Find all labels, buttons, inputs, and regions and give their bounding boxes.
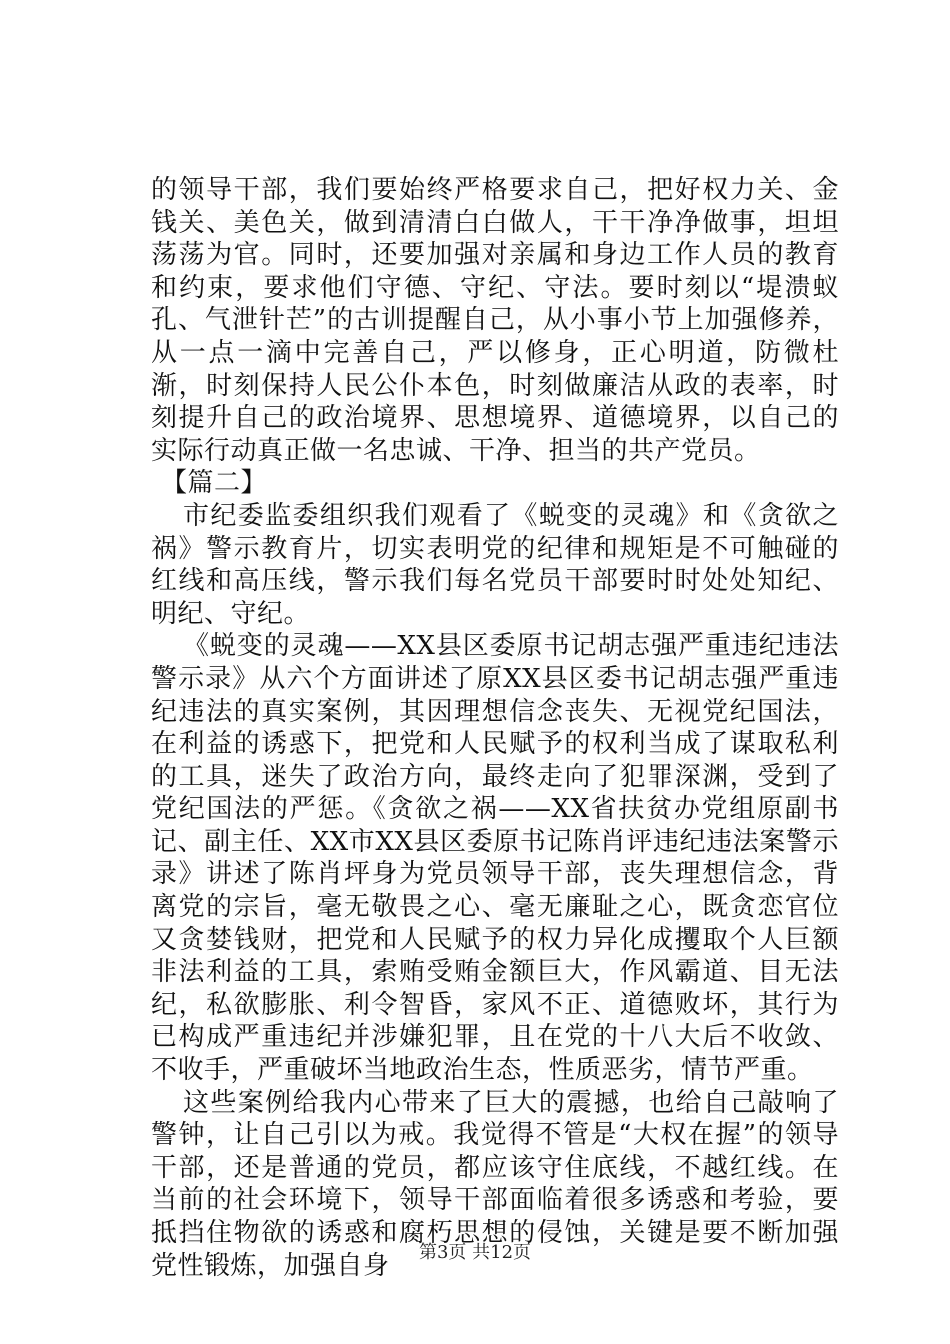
paragraph: 《蜕变的灵魂——XX县区委原书记胡志强严重违纪违法警示录》从六个方面讲述了原XX县区委书记胡志强严重违纪违法的真实案例，其因理想信念丧失、无视党纪国法，在利益的诱惑下，把党和人民赋予的权利当成了谋取私利的工具，迷失了政治方向，最终走向了犯罪深渊，受到了党纪国法的严惩。《贪欲之祸——XX省扶贫办党组原副书记、副主任、XX市XX县区委原书记陈肖评违纪违法案警示录》讲述了陈肖坪身为党员领导干部，丧失理想信念，背离党的宗旨，毫无敬畏之心、毫无廉耻之心，既贪恋官位又贪婪钱财，把党和人民赋予的权力异化成攫取个人巨额非法利益的工具，索贿受贿金额巨大，作风霸道、目无法纪，私欲膨胀、利令智昏，家风不正、道德败坏，其行为已构成严重违纪并涉嫌犯罪，且在党的十八大后不收敛、不收手，严重破坏当地政治生态，性质恶劣，情节严重。: [151, 631, 839, 1086]
paragraph: 这些案例给我内心带来了巨大的震撼，也给自己敲响了警钟，让自己引以为戒。我觉得不管是“大权在握”的领导干部，还是普通的党员，都应该守住底线，不越红线。在当前的社会环境下，领导干部面临着很多诱惑和考验，要抵挡住物欲的诱惑和腐朽思想的侵蚀，关键是要不断加强党性锻炼，加强自身: [151, 1087, 839, 1281]
page-number-footer: 第3页 共12页: [418, 1242, 532, 1263]
document-body: [151, 174, 839, 1282]
paragraph: 市纪委监委组织我们观看了《蜕变的灵魂》和《贪欲之祸》警示教育片，切实表明党的纪律和规矩是不可触碰的红线和高压线，警示我们每名党员干部要时时处处知纪、明纪、守纪。: [151, 500, 839, 629]
section-heading: 【篇二】: [161, 468, 268, 499]
paragraph-continued: 的领导干部，我们要始终严格要求自己，把好权力关、金钱关、美色关，做到清清白白做人，干干净净做事，坦坦荡荡为官。同时，还要加强对亲属和身边工作人员的教育和约束，要求他们守德、守纪、守法。要时刻以“堤溃蚁孔、气泄针芒”的古训提醒自己，从小事小节上加强修养，从一点一滴中完善自己，严以修身，正心明道，防微杜渐，时刻保持人民公仆本色，时刻做廉洁从政的表率，时刻提升自己的政治境界、思想境界、道德境界，以自己的实际行动真正做一名忠诚、干净、担当的共产党员。: [151, 175, 839, 466]
